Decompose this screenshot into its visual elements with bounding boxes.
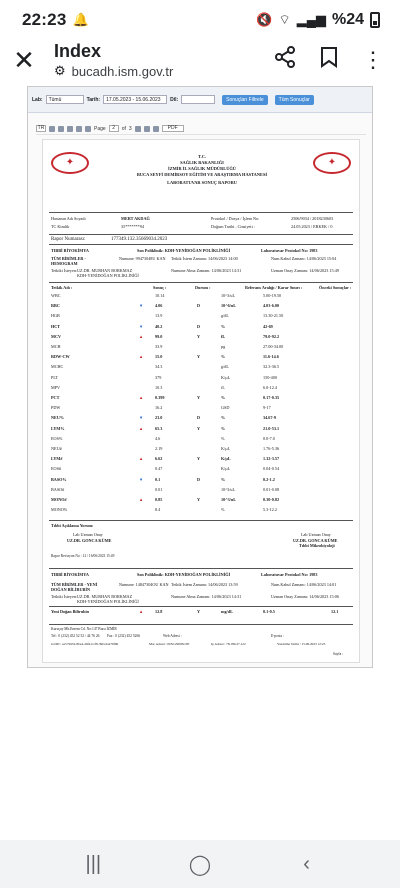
birth-value: 24.05.2023 / ERKEK / 0 xyxy=(291,224,333,229)
test-value: 33.9 xyxy=(155,344,163,349)
test-unit: % xyxy=(221,395,226,400)
browser-app-bar xyxy=(0,40,400,80)
section2-request-time: Tetkik İstem Zamanı: 14/06/2023 13:59 xyxy=(171,582,238,587)
test-name: MONO% xyxy=(51,507,68,513)
test-ref: 0.04-0.54 xyxy=(263,466,280,472)
table-row xyxy=(51,374,277,380)
test-value: 12.8 xyxy=(155,609,163,614)
section2-sample: Numune: 14847304OU KAN xyxy=(119,582,169,587)
footer-address: Kuruçay Mh.Ernem Cd. No:147 Buca İZMİR xyxy=(51,627,117,631)
approver-left: UZ.DR. GONCA KÜME xyxy=(67,538,112,543)
approve-time: Uzman Onay Zamanı: 14/06/2023 15:49 xyxy=(271,268,339,273)
table-row xyxy=(51,293,282,298)
save-icon[interactable] xyxy=(153,126,159,132)
test-unit: mg/dL xyxy=(221,609,233,614)
test-value: 0.399 xyxy=(155,395,165,400)
col-result: Sonuç : xyxy=(153,285,167,290)
section2-protocol: Laboratuvar Protokol No: 1983 xyxy=(261,572,318,577)
test-unit: K/µL xyxy=(221,446,231,451)
of-label: of xyxy=(121,125,126,132)
divider xyxy=(49,624,353,625)
page-input[interactable]: 2 xyxy=(109,125,119,132)
doctor-label: Tetkiki İsteyen: xyxy=(51,594,78,599)
test-flag: Y xyxy=(197,497,201,502)
test-value: 0.1 xyxy=(155,476,161,482)
test-unit: % xyxy=(221,435,225,441)
footer-page: Sayfa : xyxy=(333,652,344,656)
test-name: MCV xyxy=(51,333,62,339)
more-options-icon[interactable]: ⋮ xyxy=(362,47,384,72)
tc-label: TC Kimlik xyxy=(51,224,70,229)
header-line: İZMİR İL SAĞLIK MÜDÜRLÜĞÜ xyxy=(168,166,236,171)
approver-right: UZ.DR. GONCA KÜME xyxy=(293,538,338,543)
test-ref: 0.30-0.82 xyxy=(263,497,280,502)
table-row xyxy=(51,354,279,360)
footer-print-date: Yazdırma Tarihi : 15.06.2023 12:23 xyxy=(277,642,326,646)
test-name: MCHC xyxy=(51,364,64,370)
footer-mac: Mac Adresi : 00SC29093C0E xyxy=(149,642,190,646)
test-ref: 0.2-1.2 xyxy=(263,476,275,482)
test-value: 379 xyxy=(155,374,162,380)
table-row xyxy=(51,507,277,513)
refresh-icon[interactable] xyxy=(67,126,73,132)
next-page-icon[interactable] xyxy=(135,126,141,132)
test-value: 6.62 xyxy=(155,456,163,462)
test-ref: 4.03-6.00 xyxy=(263,303,280,309)
test-value: 10.3 xyxy=(155,384,163,390)
test-unit: g/dL xyxy=(221,313,229,319)
test-ref: 32.3-36.5 xyxy=(263,364,280,370)
section2-result-row xyxy=(51,609,339,614)
report-toolbar xyxy=(36,123,366,135)
zoom-select[interactable]: TR xyxy=(37,125,45,131)
footer-meta xyxy=(51,642,326,646)
export-icon[interactable] xyxy=(58,126,64,132)
col-prev: Önceki Sonuçlar : xyxy=(319,285,352,290)
patient-name: MERT AKDAĞ xyxy=(121,216,150,221)
test-name: HGB xyxy=(51,313,60,319)
table-row xyxy=(51,456,280,462)
test-unit: 10^6/uL xyxy=(221,303,236,309)
section2-sample-time: Numune Alma Zamanı: 14/06/2023 14:31 xyxy=(171,594,242,599)
patient-row xyxy=(51,216,334,221)
doctor-label: Tetkiki İsteyen: xyxy=(51,268,78,273)
sample-time: Numune Alma Zamanı: 14/06/2023 14:31 xyxy=(171,268,242,273)
low-arrow-icon: ▼ xyxy=(139,323,144,329)
test-name: MONO# xyxy=(51,497,67,502)
test-value: 65.3 xyxy=(155,425,163,431)
test-unit: % xyxy=(221,476,226,482)
test-flag: D xyxy=(197,303,201,309)
site-info-icon[interactable]: ⚙ xyxy=(54,62,66,78)
test-unit: fL xyxy=(221,333,226,339)
test-name: EOS% xyxy=(51,435,63,441)
protocol-value: 2506/9034 / 2018230603 xyxy=(291,216,334,221)
test-flag: Y xyxy=(197,333,201,339)
test-flag: Y xyxy=(197,354,201,360)
test-prev: 12.1 xyxy=(331,609,339,614)
col-name: Tetkik Adı : xyxy=(51,285,73,290)
section1-header xyxy=(51,248,318,253)
section2-unit-1: TÜM BİRİMLER - YENİ xyxy=(51,582,98,587)
page-title: Index xyxy=(54,41,102,61)
test-value: 34.3 xyxy=(155,364,163,370)
doctor-name: UZ.DR. MURHAN BORKMAZ xyxy=(77,268,133,273)
section2-polyclinic: Son Poliklinik: KDH-YENİDOĞAN POLİKLİNİĞİ xyxy=(137,572,231,577)
filter-results-button[interactable]: Sonuçları Filtrele xyxy=(222,95,268,105)
table-row xyxy=(51,323,273,329)
test-value: 2.19 xyxy=(155,446,163,451)
high-arrow-icon: ▲ xyxy=(139,497,144,502)
low-arrow-icon: ▼ xyxy=(139,476,144,482)
table-row xyxy=(51,415,276,421)
section1-protocol: Laboratuvar Protokol No: 1983 xyxy=(261,248,318,253)
section1-request-time: Tetkik İstem Zamanı: 14/06/2023 14:00 xyxy=(171,256,238,261)
section2-header xyxy=(51,572,318,577)
divider xyxy=(49,520,353,521)
date-range-select[interactable]: 17.05.2023 - 15.06.2023 xyxy=(103,95,167,104)
test-ref: 21.0-53.1 xyxy=(263,425,280,431)
test-unit: pg xyxy=(221,344,226,349)
test-value: 23.0 xyxy=(155,415,163,421)
footer-fax: Fax : 0 (232) 452 5266 xyxy=(107,634,141,638)
test-value: 0.01 xyxy=(155,486,163,492)
status-time: 22:23 xyxy=(22,10,67,29)
lang-select[interactable] xyxy=(181,95,215,104)
table-row xyxy=(51,476,275,482)
table-row xyxy=(51,405,271,411)
doctor-row xyxy=(51,268,339,273)
lab-select[interactable]: Tümü xyxy=(46,95,84,104)
report-header xyxy=(103,154,301,186)
lang-label: Dil: xyxy=(170,96,179,103)
wifi-icon: ⌔ xyxy=(278,12,291,27)
test-unit: % xyxy=(221,507,225,513)
test-name: NEU% xyxy=(51,415,65,421)
all-results-button[interactable]: Tüm Sonuçlar xyxy=(275,95,314,105)
test-unit: g/dL xyxy=(221,364,229,370)
mute-icon: 🔇 xyxy=(256,12,273,27)
test-value: 13.9 xyxy=(155,313,163,319)
header-line: SAĞLIK BAKANLIĞI xyxy=(180,160,224,165)
test-ref: 5.00-19.50 xyxy=(263,293,282,298)
lab-label: Lab: xyxy=(32,96,43,103)
footer-email: E-posta : xyxy=(271,634,284,638)
col-ref: Referans Aralığı / Karar Sınırı : xyxy=(245,285,303,290)
test-name: MPV xyxy=(51,384,61,390)
test-flag: Y xyxy=(197,456,201,462)
doctor-unit: KDH-YENİDOĞAN POLİKLİNİĞİ xyxy=(77,273,139,278)
notification-bell-icon: 🔔 xyxy=(72,12,89,27)
table-row xyxy=(51,486,280,492)
low-arrow-icon: ▼ xyxy=(139,303,144,309)
birth-label: Doğum Tarihi , Cinsiyeti : xyxy=(211,224,255,229)
footer-tel: Tel : 0 (232) 452 52 52 / 44 76 26 xyxy=(51,634,100,638)
battery-percent: %24 xyxy=(331,11,364,28)
signal-icon: ▂▄▆ xyxy=(296,12,326,27)
approver-left-label: Lab Uzman Onay xyxy=(73,532,103,537)
test-ref: 1.76-5.36 xyxy=(263,446,280,451)
section2-unit-2: DOĞAN BİLİRUBİN xyxy=(51,587,90,592)
section2-doctor-row xyxy=(51,594,339,599)
report-no: 177349.132.35669034.2023 xyxy=(111,237,168,242)
divider xyxy=(49,212,353,213)
test-name: PCT xyxy=(51,395,60,400)
test-unit: GSD xyxy=(221,405,230,411)
test-ref: 13.30-21.50 xyxy=(263,313,284,319)
approver-right-unit: Tıbbi Mikrobiyoloji xyxy=(299,543,335,548)
home-icon[interactable]: ◯ xyxy=(188,853,212,876)
test-unit: 10^3/uL xyxy=(221,486,236,492)
test-value: 0.85 xyxy=(155,497,163,502)
test-name: EOS# xyxy=(51,466,62,472)
test-name: NEU# xyxy=(51,446,62,451)
test-name: LYM% xyxy=(51,425,65,431)
header-line: LABORATUVAR SONUÇ RAPORU xyxy=(167,180,237,185)
test-name: BASO% xyxy=(51,476,67,482)
test-value: 10.14 xyxy=(155,293,165,298)
app-actions xyxy=(272,46,386,74)
results-header xyxy=(51,285,352,290)
test-flag: Y xyxy=(197,609,201,614)
date-label: Tarih: xyxy=(86,96,101,103)
test-value: 15.0 xyxy=(155,354,163,360)
section1-label: TIBBİ BİYOKİMYA xyxy=(51,248,89,253)
test-flag: D xyxy=(197,415,201,421)
back-icon[interactable]: ‹ xyxy=(303,852,310,875)
high-arrow-icon: ▲ xyxy=(139,456,144,462)
bookmark-icon[interactable] xyxy=(316,46,342,74)
table-row xyxy=(51,425,280,431)
status-icons xyxy=(256,11,380,29)
last-page-icon[interactable] xyxy=(144,126,150,132)
high-arrow-icon: ▲ xyxy=(139,333,144,339)
test-ref: 0.1-0.5 xyxy=(263,609,275,614)
test-unit: % xyxy=(221,415,226,421)
report-page xyxy=(42,139,360,663)
comment-label: Tıbbi Açıklama Yorum: xyxy=(51,523,94,528)
test-name: LYM# xyxy=(51,456,63,462)
test-ref: 34.67-9 xyxy=(263,415,276,421)
doctor-name: UZ.DR. MURHAN BORKMAZ xyxy=(77,594,133,599)
test-flag: D xyxy=(197,323,201,329)
divider xyxy=(49,282,353,283)
share-icon[interactable] xyxy=(272,46,298,74)
section2-accept-time: Num.Kabul Zamanı: 14/06/2023 14:01 xyxy=(271,582,337,587)
test-name: PDW xyxy=(51,405,61,411)
tc-value: 35*******94 xyxy=(121,224,145,229)
tc-row xyxy=(51,224,333,229)
table-row xyxy=(51,344,284,349)
test-unit: % xyxy=(221,354,226,360)
test-value: 40.2 xyxy=(155,323,163,329)
ministry-logo-right xyxy=(313,152,351,174)
table-row xyxy=(51,435,275,441)
test-unit: K/µL xyxy=(221,456,231,462)
test-ref: 1.32-3.57 xyxy=(263,456,280,462)
first-page-icon[interactable] xyxy=(76,126,82,132)
test-name: PLT xyxy=(51,374,59,380)
test-ref: 9-17 xyxy=(263,405,271,411)
high-arrow-icon: ▲ xyxy=(139,609,144,614)
section2-approve-time: Uzman Onay Zamanı: 14/06/2023 15:06 xyxy=(271,594,339,599)
test-value: 4.06 xyxy=(155,303,163,309)
test-name: BASO# xyxy=(51,486,65,492)
test-name: WBC xyxy=(51,293,61,298)
test-ref: 11.6-14.6 xyxy=(263,354,279,360)
col-status: Durum : xyxy=(195,285,211,290)
test-unit: fL xyxy=(221,384,225,390)
table-row xyxy=(51,313,284,319)
high-arrow-icon: ▲ xyxy=(139,425,144,431)
header-line: BUCA SEYFİ DEMİRSOY EĞİTİM VE ARAŞTIRMA HASTANESİ xyxy=(136,172,268,177)
test-value: 16.2 xyxy=(155,405,163,411)
test-unit: 10^3/uL xyxy=(221,497,236,502)
test-ref: 150-400 xyxy=(263,374,277,380)
header-line: T.C. xyxy=(198,154,206,159)
table-row xyxy=(51,395,280,400)
table-row xyxy=(51,333,280,339)
test-value: 99.0 xyxy=(155,333,163,339)
test-name: Yeni Doğan Bilirubin xyxy=(51,609,89,614)
close-icon[interactable]: ✕ xyxy=(13,44,35,75)
page-label: Page xyxy=(94,125,106,132)
format-select[interactable]: PDF xyxy=(162,125,184,132)
divider xyxy=(49,234,353,235)
page-total: 3 xyxy=(128,125,132,132)
test-name: RDW-CW xyxy=(51,354,70,360)
table-row xyxy=(51,446,280,451)
table-row xyxy=(51,303,280,309)
protocol-label: Protokol / Dosya / İşlem No: xyxy=(211,216,260,221)
doctor-unit: KDH-YENİDOĞAN POLİKLİNİĞİ xyxy=(77,599,139,604)
section1-unit-1: TÜM BİRİMLER - xyxy=(51,256,86,261)
test-ref: 79.0-92.2 xyxy=(263,333,280,339)
test-name: HCT xyxy=(51,323,61,329)
test-name: RBC xyxy=(51,303,60,309)
test-unit: % xyxy=(221,425,226,431)
test-unit: 10^3/uL xyxy=(221,293,236,298)
test-value: 4.6 xyxy=(155,435,161,441)
footer-guid: GUID : ee572652-8be4-4bf4-b1f8-39bcda476f66 xyxy=(51,642,119,646)
section1-sample: Numune: 99473048U KAN xyxy=(119,256,166,261)
test-ref: 0.17-0.35 xyxy=(263,395,280,400)
page-url[interactable]: bucadh.ism.gov.tr xyxy=(71,64,174,79)
high-arrow-icon: ▲ xyxy=(139,395,144,400)
test-value: 8.4 xyxy=(155,507,161,513)
table-row xyxy=(51,497,280,502)
test-ref: 42-69 xyxy=(263,323,273,329)
section1-polyclinic: Son Poliklinik: KDH-YENİDOĞAN POLİKLİNİĞİ xyxy=(137,248,231,253)
test-unit: % xyxy=(221,323,226,329)
test-ref: 27.00-34.00 xyxy=(263,344,284,349)
system-nav-bar xyxy=(0,840,400,888)
footer-contact xyxy=(51,634,284,638)
section1-accept-time: Num.Kabul Zamanı: 14/06/2023 15:04 xyxy=(271,256,337,261)
divider xyxy=(49,568,353,569)
test-unit: K/µL xyxy=(221,374,231,380)
divider xyxy=(49,244,353,245)
test-ref: 0.0-7.0 xyxy=(263,435,275,441)
high-arrow-icon: ▲ xyxy=(139,354,144,360)
footer-web: Web Adresi : xyxy=(163,634,182,638)
section2-label: TIBBİ BİYOKİMYA xyxy=(51,572,89,577)
footer-ip: Ip Adresi : 78.189.27.122 xyxy=(211,642,246,646)
print-icon[interactable] xyxy=(49,126,55,132)
divider xyxy=(49,606,353,607)
patient-name-label: Hastanın Adı Soyadı xyxy=(51,216,86,221)
test-name: MCH xyxy=(51,344,61,349)
test-flag: Y xyxy=(197,395,201,400)
test-ref: 0.01-0.08 xyxy=(263,486,280,492)
revision-note: Rapor Revizyon No : 12 / 16/06/2023 15:49 xyxy=(51,554,115,558)
test-ref: 5.3-12.2 xyxy=(263,507,277,513)
prev-page-icon[interactable] xyxy=(85,126,91,132)
filter-bar xyxy=(28,87,372,113)
test-value: 0.47 xyxy=(155,466,163,472)
table-row xyxy=(51,384,277,390)
test-ref: 6.0-12.4 xyxy=(263,384,277,390)
report-no-label: Rapor Numarası: xyxy=(51,237,86,242)
report-viewer xyxy=(27,86,373,668)
status-bar xyxy=(0,0,400,40)
approver-right-label: Lab Uzman Onay xyxy=(301,532,331,537)
section1-unit-2: HEMOGRAM xyxy=(51,261,78,266)
ministry-logo-left xyxy=(51,152,89,174)
report-no-row xyxy=(51,237,168,242)
title-block xyxy=(54,41,272,79)
test-unit: K/µL xyxy=(221,466,231,472)
test-flag: D xyxy=(197,476,201,482)
table-row xyxy=(51,466,280,472)
recent-apps-icon[interactable]: ||| xyxy=(85,852,102,875)
battery-icon xyxy=(370,12,380,28)
test-flag: Y xyxy=(197,425,201,431)
low-arrow-icon: ▼ xyxy=(139,415,144,421)
table-row xyxy=(51,364,280,370)
